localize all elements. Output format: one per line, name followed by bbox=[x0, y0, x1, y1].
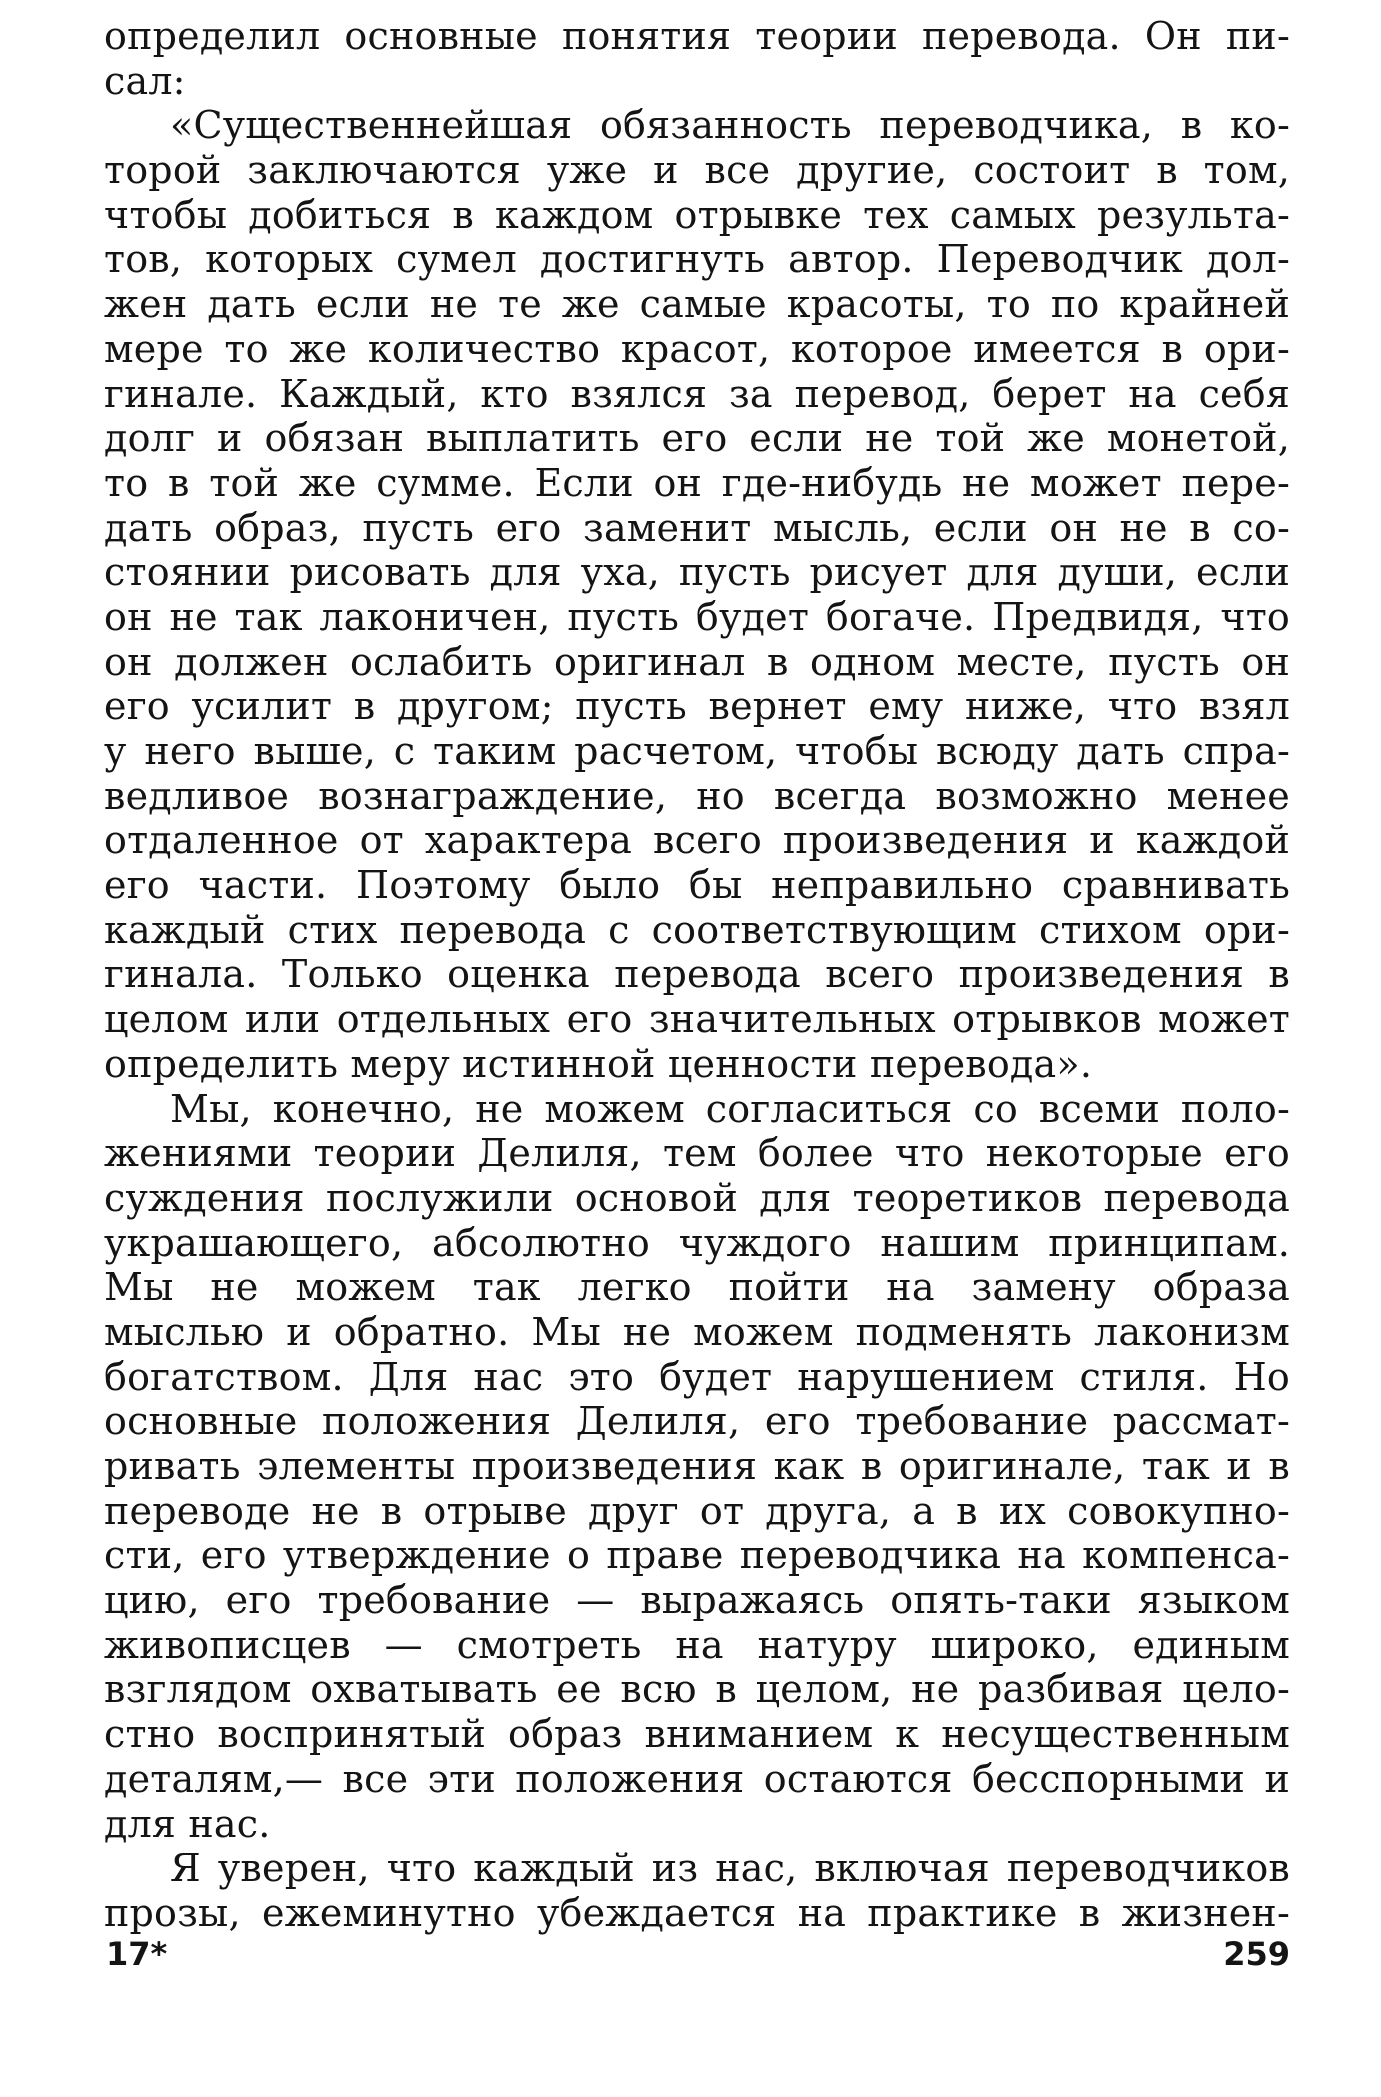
text-line: жениями теории Делиля, тем более что некоторые его bbox=[104, 1131, 1290, 1176]
text-line: он не так лаконичен, пусть будет богаче. Предвидя, что bbox=[104, 594, 1290, 639]
text-line: стоянии рисовать для уха, пусть рисует для души, если bbox=[104, 550, 1290, 595]
text-line: жен дать если не те же самые красоты, то по крайней bbox=[104, 282, 1290, 327]
text-line: деталям,— все эти положения остаются бесспорными и bbox=[104, 1756, 1290, 1801]
text-line: отдаленное от характера всего произведения и каждой bbox=[104, 818, 1290, 863]
text-line: украшающего, абсолютно чуждого нашим принципам. bbox=[104, 1220, 1290, 1265]
text-line: мере то же количество красот, которое имеется в ори- bbox=[104, 326, 1290, 371]
text-line: дать образ, пусть его заменит мысль, если он не в со- bbox=[104, 505, 1290, 550]
text-line: переводе не в отрыве друг от друга, а в их совокупно- bbox=[104, 1488, 1290, 1533]
text-line: мыслью и обратно. Мы не можем подменять лаконизм bbox=[104, 1309, 1290, 1354]
text-line: стно воспринятый образ вниманием к несущественным bbox=[104, 1712, 1290, 1757]
text-line: торой заключаются уже и все другие, состоит в том, bbox=[104, 148, 1290, 193]
text-line: основные положения Делиля, его требование рассмат- bbox=[104, 1399, 1290, 1444]
text-line: гинале. Каждый, кто взялся за перевод, берет на себя bbox=[104, 371, 1290, 416]
text-line: он должен ослабить оригинал в одном месте, пусть он bbox=[104, 639, 1290, 684]
text-line: сти, его утверждение о праве переводчика на компенса- bbox=[104, 1533, 1290, 1578]
text-line: определил основные понятия теории перевода. Он пи- bbox=[104, 14, 1290, 58]
text-line: прозы, ежеминутно убеждается на практике в жизнен- bbox=[104, 1890, 1290, 1935]
page-body bbox=[104, 14, 1290, 1936]
text-line: долг и обязан выплатить его если не той же монетой, bbox=[104, 416, 1290, 461]
text-line: его усилит в другом; пусть вернет ему ниже, что взял bbox=[104, 684, 1290, 729]
text-line: у него выше, с таким расчетом, чтобы всюду дать спра- bbox=[104, 729, 1290, 773]
text-line: тов, которых сумел достигнуть автор. Переводчик дол- bbox=[104, 237, 1290, 282]
text-line: цию, его требование — выражаясь опять-таки языком bbox=[104, 1578, 1290, 1623]
text-line: Я уверен, что каждый из нас, включая переводчиков bbox=[170, 1846, 1290, 1891]
text-line: чтобы добиться в каждом отрывке тех самых результа- bbox=[104, 192, 1290, 237]
text-line: целом или отдельных его значительных отрывков может bbox=[104, 997, 1290, 1042]
text-line: Мы, конечно, не можем согласиться со всеми поло- bbox=[170, 1086, 1290, 1131]
text-line: Мы не можем так легко пойти на замену образа bbox=[104, 1265, 1290, 1310]
page-footer bbox=[104, 1932, 1290, 1976]
text-line: «Существеннейшая обязанность переводчика, в ко- bbox=[170, 103, 1290, 148]
text-line: для нас. bbox=[104, 1801, 271, 1846]
text-line: каждый стих перевода с соответствующим стихом ори- bbox=[104, 907, 1290, 952]
text-line: то в той же сумме. Если он где-нибудь не может пере- bbox=[104, 460, 1290, 505]
text-line: ведливое вознаграждение, но всегда возможно менее bbox=[104, 773, 1290, 818]
text-line: гинала. Только оценка перевода всего произведения в bbox=[104, 952, 1290, 997]
text-line: определить меру истинной ценности перевода». bbox=[104, 1041, 1093, 1086]
text-line: его части. Поэтому было бы неправильно сравнивать bbox=[104, 863, 1290, 908]
text-line: суждения послужили основой для теоретиков перевода bbox=[104, 1175, 1290, 1220]
page-number: 259 bbox=[1223, 1935, 1290, 1973]
text-line: взглядом охватывать ее всю в целом, не разбивая цело- bbox=[104, 1667, 1290, 1712]
signature-mark: 17* bbox=[106, 1935, 168, 1973]
text-line: богатством. Для нас это будет нарушением стиля. Но bbox=[104, 1354, 1290, 1399]
text-line: ривать элементы произведения как в оригинале, так и в bbox=[104, 1444, 1290, 1488]
text-line: живописцев — смотреть на натуру широко, единым bbox=[104, 1622, 1290, 1667]
text-line: сал: bbox=[104, 58, 186, 103]
